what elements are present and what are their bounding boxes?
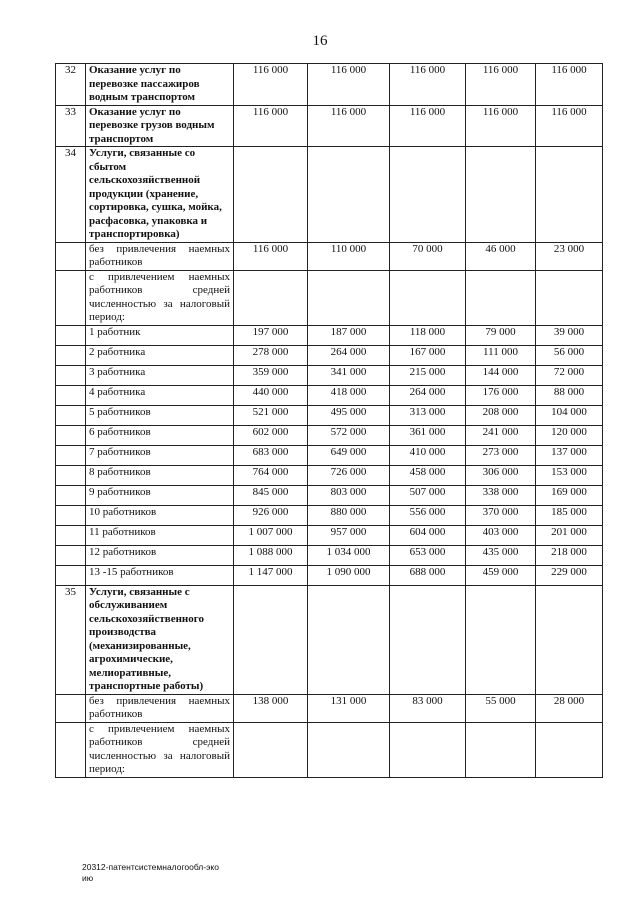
rate-cell: 273 000 xyxy=(466,445,536,465)
rate-cell: 264 000 xyxy=(390,385,466,405)
rate-cell: 116 000 xyxy=(234,242,308,270)
rate-cell: 79 000 xyxy=(466,325,536,345)
rate-cell: 556 000 xyxy=(390,505,466,525)
table-row xyxy=(56,405,603,425)
rate-cell: 435 000 xyxy=(466,545,536,565)
row-number xyxy=(56,405,86,425)
rate-cell: 116 000 xyxy=(234,64,308,106)
rate-cell: 410 000 xyxy=(390,445,466,465)
rate-cell xyxy=(390,722,466,777)
rate-cell: 215 000 xyxy=(390,365,466,385)
rate-cell: 338 000 xyxy=(466,485,536,505)
row-description: 10 работников xyxy=(86,505,234,525)
rate-cell: 653 000 xyxy=(390,545,466,565)
rate-cell: 131 000 xyxy=(308,694,390,722)
row-number xyxy=(56,722,86,777)
table-row xyxy=(56,385,603,405)
rate-cell: 507 000 xyxy=(390,485,466,505)
page-number: 16 xyxy=(312,33,328,49)
rate-cell: 845 000 xyxy=(234,485,308,505)
rate-cell xyxy=(390,585,466,694)
row-number xyxy=(56,385,86,405)
rate-cell: 120 000 xyxy=(536,425,603,445)
rate-cell xyxy=(234,722,308,777)
table-row xyxy=(56,325,603,345)
rate-cell: 176 000 xyxy=(466,385,536,405)
rate-cell: 187 000 xyxy=(308,325,390,345)
rate-cell: 201 000 xyxy=(536,525,603,545)
row-number xyxy=(56,345,86,365)
rate-cell: 683 000 xyxy=(234,445,308,465)
rate-cell: 880 000 xyxy=(308,505,390,525)
rate-cell xyxy=(536,147,603,243)
table-row xyxy=(56,64,603,106)
row-number xyxy=(56,694,86,722)
table-row xyxy=(56,270,603,325)
row-number xyxy=(56,545,86,565)
row-description: 2 работника xyxy=(86,345,234,365)
rate-cell: 116 000 xyxy=(234,105,308,147)
row-number xyxy=(56,242,86,270)
rate-cell: 46 000 xyxy=(466,242,536,270)
rate-cell: 116 000 xyxy=(536,105,603,147)
rate-cell: 726 000 xyxy=(308,465,390,485)
rate-cell: 418 000 xyxy=(308,385,390,405)
rate-cell: 572 000 xyxy=(308,425,390,445)
table-row xyxy=(56,242,603,270)
rate-cell: 208 000 xyxy=(466,405,536,425)
rate-cell: 138 000 xyxy=(234,694,308,722)
rate-cell: 144 000 xyxy=(466,365,536,385)
tax-rates-table xyxy=(55,63,603,778)
table-row xyxy=(56,722,603,777)
rate-cell: 70 000 xyxy=(390,242,466,270)
rate-cell xyxy=(466,270,536,325)
rate-cell: 28 000 xyxy=(536,694,603,722)
row-number xyxy=(56,425,86,445)
table-row xyxy=(56,545,603,565)
rate-cell: 521 000 xyxy=(234,405,308,425)
rate-cell: 83 000 xyxy=(390,694,466,722)
row-description: 13 -15 работников xyxy=(86,565,234,585)
table-row xyxy=(56,105,603,147)
table-row xyxy=(56,485,603,505)
rate-cell xyxy=(234,270,308,325)
row-description: с привлечением наемных работников средней численностью за налоговый период: xyxy=(86,722,234,777)
rate-cell: 926 000 xyxy=(234,505,308,525)
rate-cell: 602 000 xyxy=(234,425,308,445)
rate-cell: 185 000 xyxy=(536,505,603,525)
rate-cell: 459 000 xyxy=(466,565,536,585)
rate-cell: 458 000 xyxy=(390,465,466,485)
table-row xyxy=(56,694,603,722)
row-description: 11 работников xyxy=(86,525,234,545)
row-description: Услуги, связанные с обслуживанием сельскохозяйственного производства (механизированные, агрохимические, мелиоративные, транспортные работы) xyxy=(86,585,234,694)
row-number xyxy=(56,485,86,505)
table-row xyxy=(56,445,603,465)
table-row xyxy=(56,565,603,585)
rate-cell: 167 000 xyxy=(390,345,466,365)
rate-cell: 1 090 000 xyxy=(308,565,390,585)
rate-cell: 264 000 xyxy=(308,345,390,365)
table-row xyxy=(56,365,603,385)
footer-line: 20312-патентсистемналогообл-эко xyxy=(82,862,219,872)
rate-cell: 229 000 xyxy=(536,565,603,585)
rate-cell: 649 000 xyxy=(308,445,390,465)
table-row xyxy=(56,505,603,525)
row-number xyxy=(56,565,86,585)
footer-line: ию xyxy=(82,873,94,883)
rate-cell xyxy=(308,147,390,243)
rate-cell: 197 000 xyxy=(234,325,308,345)
rate-cell: 1 034 000 xyxy=(308,545,390,565)
row-description: 3 работника xyxy=(86,365,234,385)
row-number xyxy=(56,270,86,325)
rate-cell: 116 000 xyxy=(308,64,390,106)
row-number xyxy=(56,445,86,465)
row-number: 32 xyxy=(56,64,86,106)
row-description: 7 работников xyxy=(86,445,234,465)
rate-cell xyxy=(536,270,603,325)
row-number xyxy=(56,505,86,525)
table-row xyxy=(56,147,603,243)
rate-cell: 72 000 xyxy=(536,365,603,385)
rate-cell xyxy=(466,585,536,694)
rate-cell xyxy=(308,270,390,325)
rate-cell: 604 000 xyxy=(390,525,466,545)
row-description: 12 работников xyxy=(86,545,234,565)
rate-cell: 241 000 xyxy=(466,425,536,445)
row-description: Оказание услуг по перевозке пассажиров водным транспортом xyxy=(86,64,234,106)
rate-cell xyxy=(390,147,466,243)
rate-cell xyxy=(536,722,603,777)
rate-cell: 957 000 xyxy=(308,525,390,545)
table-row xyxy=(56,465,603,485)
row-description: Оказание услуг по перевозке грузов водным транспортом xyxy=(86,105,234,147)
row-number: 35 xyxy=(56,585,86,694)
rate-cell: 116 000 xyxy=(390,64,466,106)
rate-cell xyxy=(390,270,466,325)
rate-cell: 56 000 xyxy=(536,345,603,365)
rate-cell: 278 000 xyxy=(234,345,308,365)
row-description: с привлечением наемных работников средней численностью за налоговый период: xyxy=(86,270,234,325)
table-row xyxy=(56,525,603,545)
rate-cell: 153 000 xyxy=(536,465,603,485)
rate-cell xyxy=(466,147,536,243)
row-description: Услуги, связанные со сбытом сельскохозяйственной продукции (хранение, сортировка, сушка, мойка, расфасовка, упаковка и транспортировка) xyxy=(86,147,234,243)
rate-cell: 495 000 xyxy=(308,405,390,425)
rate-cell: 1 147 000 xyxy=(234,565,308,585)
row-description: 6 работников xyxy=(86,425,234,445)
rate-cell: 359 000 xyxy=(234,365,308,385)
row-description: 8 работников xyxy=(86,465,234,485)
rate-cell: 440 000 xyxy=(234,385,308,405)
table-row xyxy=(56,425,603,445)
rate-cell: 341 000 xyxy=(308,365,390,385)
rate-cell: 39 000 xyxy=(536,325,603,345)
row-description: без привлечения наемных работников xyxy=(86,694,234,722)
rate-cell: 688 000 xyxy=(390,565,466,585)
row-description: 9 работников xyxy=(86,485,234,505)
rate-cell xyxy=(536,585,603,694)
rate-cell: 55 000 xyxy=(466,694,536,722)
rate-cell: 1 088 000 xyxy=(234,545,308,565)
rate-cell: 116 000 xyxy=(466,105,536,147)
table-body xyxy=(56,64,603,778)
row-number xyxy=(56,525,86,545)
rate-cell: 104 000 xyxy=(536,405,603,425)
rate-cell: 370 000 xyxy=(466,505,536,525)
row-description: 4 работника xyxy=(86,385,234,405)
rate-cell xyxy=(308,722,390,777)
rate-cell: 23 000 xyxy=(536,242,603,270)
rate-cell xyxy=(466,722,536,777)
table-row xyxy=(56,585,603,694)
rate-cell xyxy=(234,147,308,243)
rate-cell: 137 000 xyxy=(536,445,603,465)
rate-cell: 116 000 xyxy=(466,64,536,106)
rate-cell: 116 000 xyxy=(536,64,603,106)
rate-cell: 1 007 000 xyxy=(234,525,308,545)
rate-cell: 403 000 xyxy=(466,525,536,545)
row-description: без привлечения наемных работников xyxy=(86,242,234,270)
rate-cell xyxy=(308,585,390,694)
rate-cell: 306 000 xyxy=(466,465,536,485)
rate-cell: 803 000 xyxy=(308,485,390,505)
rate-cell: 313 000 xyxy=(390,405,466,425)
rate-cell: 111 000 xyxy=(466,345,536,365)
rate-cell: 110 000 xyxy=(308,242,390,270)
rate-cell: 764 000 xyxy=(234,465,308,485)
row-number: 34 xyxy=(56,147,86,243)
rate-cell: 116 000 xyxy=(308,105,390,147)
rate-cell: 361 000 xyxy=(390,425,466,445)
row-number xyxy=(56,325,86,345)
rate-cell xyxy=(234,585,308,694)
table-row xyxy=(56,345,603,365)
rate-cell: 116 000 xyxy=(390,105,466,147)
rate-cell: 218 000 xyxy=(536,545,603,565)
row-number xyxy=(56,465,86,485)
rate-cell: 88 000 xyxy=(536,385,603,405)
rate-cell: 169 000 xyxy=(536,485,603,505)
footer-note xyxy=(82,862,219,884)
row-description: 5 работников xyxy=(86,405,234,425)
row-description: 1 работник xyxy=(86,325,234,345)
rate-cell: 118 000 xyxy=(390,325,466,345)
row-number: 33 xyxy=(56,105,86,147)
row-number xyxy=(56,365,86,385)
